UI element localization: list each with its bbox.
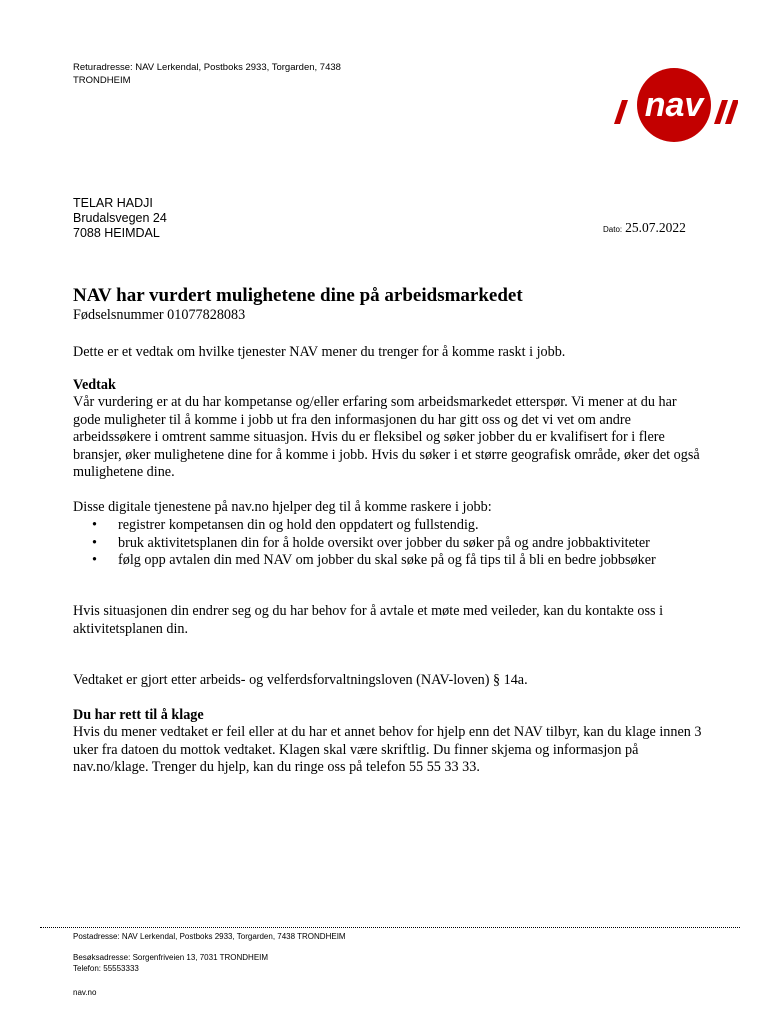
- bullet: •: [92, 534, 97, 551]
- date-value: 25.07.2022: [625, 220, 686, 235]
- list-item-text: registrer kompetansen din og hold den oppdatert og fullstendig.: [118, 517, 479, 533]
- list-item-text: bruk aktivitetsplanen din for å holde oversikt over jobber du søker på og andre jobbaktiviteter: [118, 534, 650, 551]
- letter-title: NAV har vurdert mulighetene dine på arbeidsmarkedet: [73, 285, 523, 306]
- legal-basis: Vedtaket er gjort etter arbeids- og velferdsforvaltningsloven (NAV-loven) § 14a.: [73, 672, 528, 688]
- recipient-address: [73, 196, 167, 241]
- birth-number: Fødselsnummer 01077828083: [73, 307, 246, 323]
- footer-divider: [40, 927, 740, 928]
- vedtak-heading: Vedtak: [73, 377, 116, 393]
- appeal-paragraph: Hvis du mener vedtaket er feil eller at du har et annet behov for hjelp enn det NAV tilbyr, kan du klage innen 3 uker fra datoen du mottok vedtaket. Klagen skal være skriftlig. Du finner skjema og informasjon på nav.no/klage. Trenger du hjelp, kan du ringe oss på telefon 55 55 33 33.: [73, 724, 702, 776]
- bullet: •: [92, 552, 97, 569]
- intro-paragraph: Dette er et vedtak om hvilke tjenester NAV mener du trenger for å komme raskt i jobb.: [73, 344, 566, 360]
- list-item-text: følg opp avtalen din med NAV om jobber du skal søke på og få tips til å bli en bedre jobbsøker: [118, 552, 656, 569]
- appeal-heading: Du har rett til å klage: [73, 707, 204, 723]
- recipient-city: 7088 HEIMDAL: [73, 226, 160, 240]
- list-item: [92, 535, 722, 553]
- return-address-line2: TRONDHEIM: [73, 75, 131, 86]
- situation-paragraph: Hvis situasjonen din endrer seg og du har behov for å avtale et møte med veileder, kan du kontakte oss i aktivitetsplanen din.: [73, 603, 664, 637]
- list-item: [92, 517, 722, 535]
- footer-website: nav.no: [73, 988, 97, 997]
- digital-services-list: [92, 517, 722, 570]
- bullet: •: [92, 517, 97, 533]
- return-address-line1: Returadresse: NAV Lerkendal, Postboks 2933, Torgarden, 7438: [73, 62, 341, 73]
- date-label: Dato:: [603, 225, 623, 234]
- nav-logo-wordmark: nav: [644, 86, 704, 124]
- list-item: [92, 552, 722, 570]
- footer-postal-address: Postadresse: NAV Lerkendal, Postboks 2933, Torgarden, 7438 TRONDHEIM: [73, 932, 346, 941]
- return-address: [73, 61, 341, 87]
- recipient-street: Brudalsvegen 24: [73, 211, 167, 225]
- vedtak-paragraph: Vår vurdering er at du har kompetanse og/eller erfaring som arbeidsmarkedet etterspør. Vi mener at du har gode muligheter til å komme i jobb ut fra den informasjonen du har gitt oss og det vi vet om andre arbeidssøkere i omtrent samme situasjon. Hvis du er fleksibel og søker jobber du er kvalifisert for i flere bransjer, øker mulighetene dine for å komme i jobb. Hvis du søker i et større geografisk område, øker det også mulighetene dine.: [73, 394, 700, 481]
- recipient-name: TELAR HADJI: [73, 196, 153, 210]
- digital-services-intro: Disse digitale tjenestene på nav.no hjelper deg til å komme raskere i jobb:: [73, 499, 492, 515]
- footer-phone: Telefon: 55553333: [73, 964, 139, 973]
- footer-visit-address: Besøksadresse: Sorgenfriveien 13, 7031 TRONDHEIM: [73, 953, 269, 962]
- nav-logo: [608, 66, 738, 146]
- letter-date: [603, 219, 686, 237]
